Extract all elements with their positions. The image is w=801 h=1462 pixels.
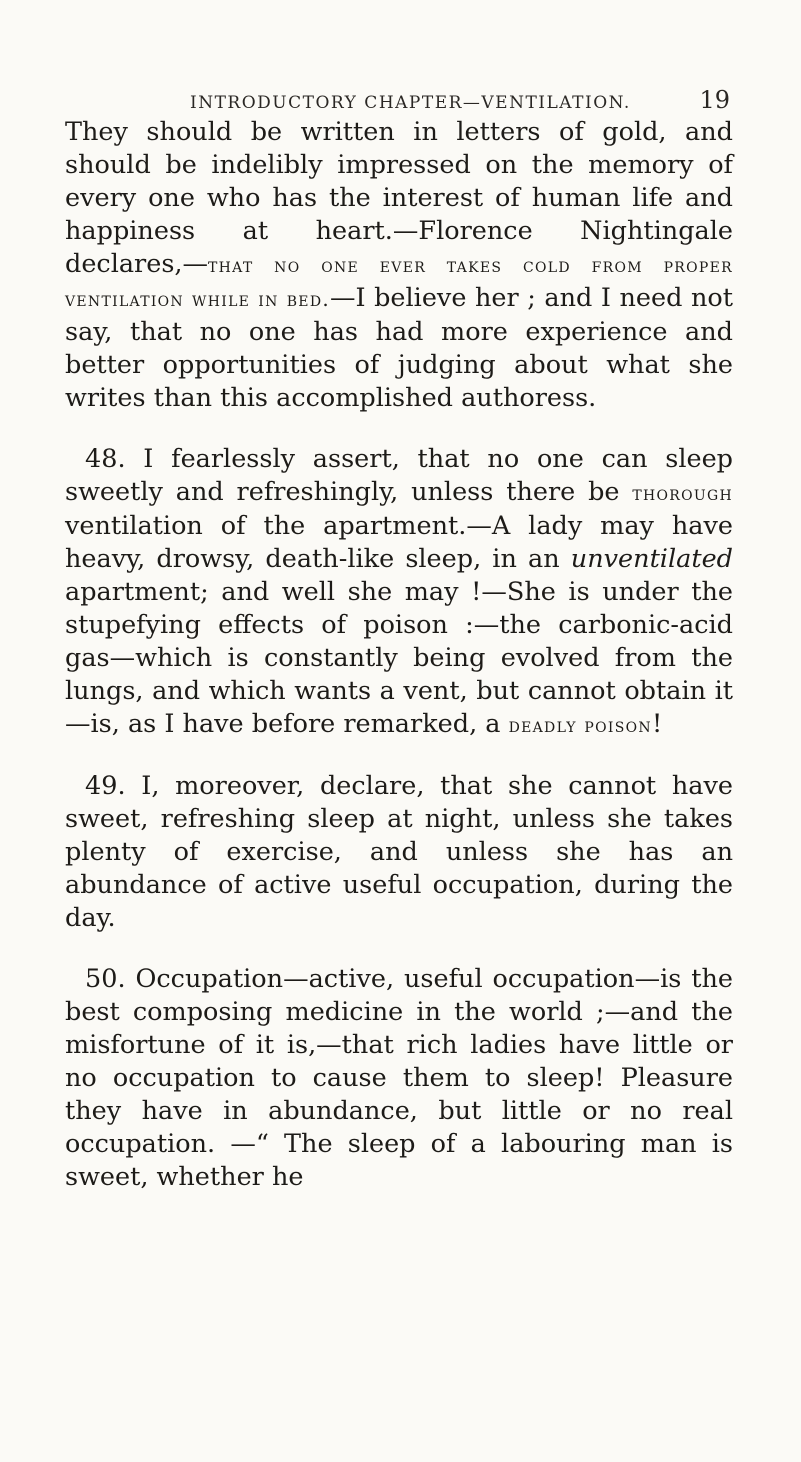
p48-text-2: ventilation of the apartment.—A lady may have heavy, drowsy, death-like sleep, in an: [65, 511, 733, 574]
p48-text-3: apartment; and well she may !—She is under the stupefying effects of poison :—the carbonic-acid gas—which is constantly being evolved from the lungs, and which wants a vent, but cannot obtain it—is, as I have before remarked, a: [65, 577, 733, 739]
paragraph-48: [65, 443, 733, 742]
p48-italic-unventilated: unventilated: [570, 544, 733, 574]
paragraph-continuation: [65, 116, 733, 415]
p48-text-1: 48. I fearlessly assert, that no one can sleep sweetly and refreshingly, unless there be: [65, 444, 733, 507]
running-title: INTRODUCTORY CHAPTER—VENTILATION.: [190, 93, 631, 113]
p49-text: 49. I, moreover, declare, that she cannot have sweet, refreshing sleep at night, unless she takes plenty of exercise, and unless she has an abundance of active useful occupation, during the day.: [65, 771, 733, 933]
p48-text-4: !: [651, 709, 663, 739]
p50-text: 50. Occupation—active, useful occupation—is the best composing medicine in the world ;—and the misfortune of it is,—that rich ladies have little or no occupation to cause them to sleep! Pleasure they have in abundance, but little or no real occupation. —“ The sleep of a labouring man is sweet, whether he: [65, 964, 733, 1192]
p1-text-1: They should be written in letters of gold, and should be indelibly impressed on the memory of every one who has the interest of human life and happiness at heart.—Florence Nightingale declares,—: [65, 117, 733, 279]
p48-smallcaps-deadly-poison: deadly poison: [508, 714, 652, 737]
body-text: [65, 116, 733, 1194]
p1-text-2: —I believe her ; and I need not say, that no one has had more experience and better opportunities of judging about what she writes than this accomplished authoress.: [65, 283, 733, 413]
page-number: 19: [699, 86, 730, 114]
paragraph-49: [65, 770, 733, 935]
running-header: [190, 86, 730, 114]
paragraph-50: [65, 963, 733, 1194]
p1-smallcaps-quote: that no one ever takes cold from proper ventilation while in bed.: [65, 254, 733, 311]
p48-smallcaps-thorough: thorough: [632, 482, 733, 505]
